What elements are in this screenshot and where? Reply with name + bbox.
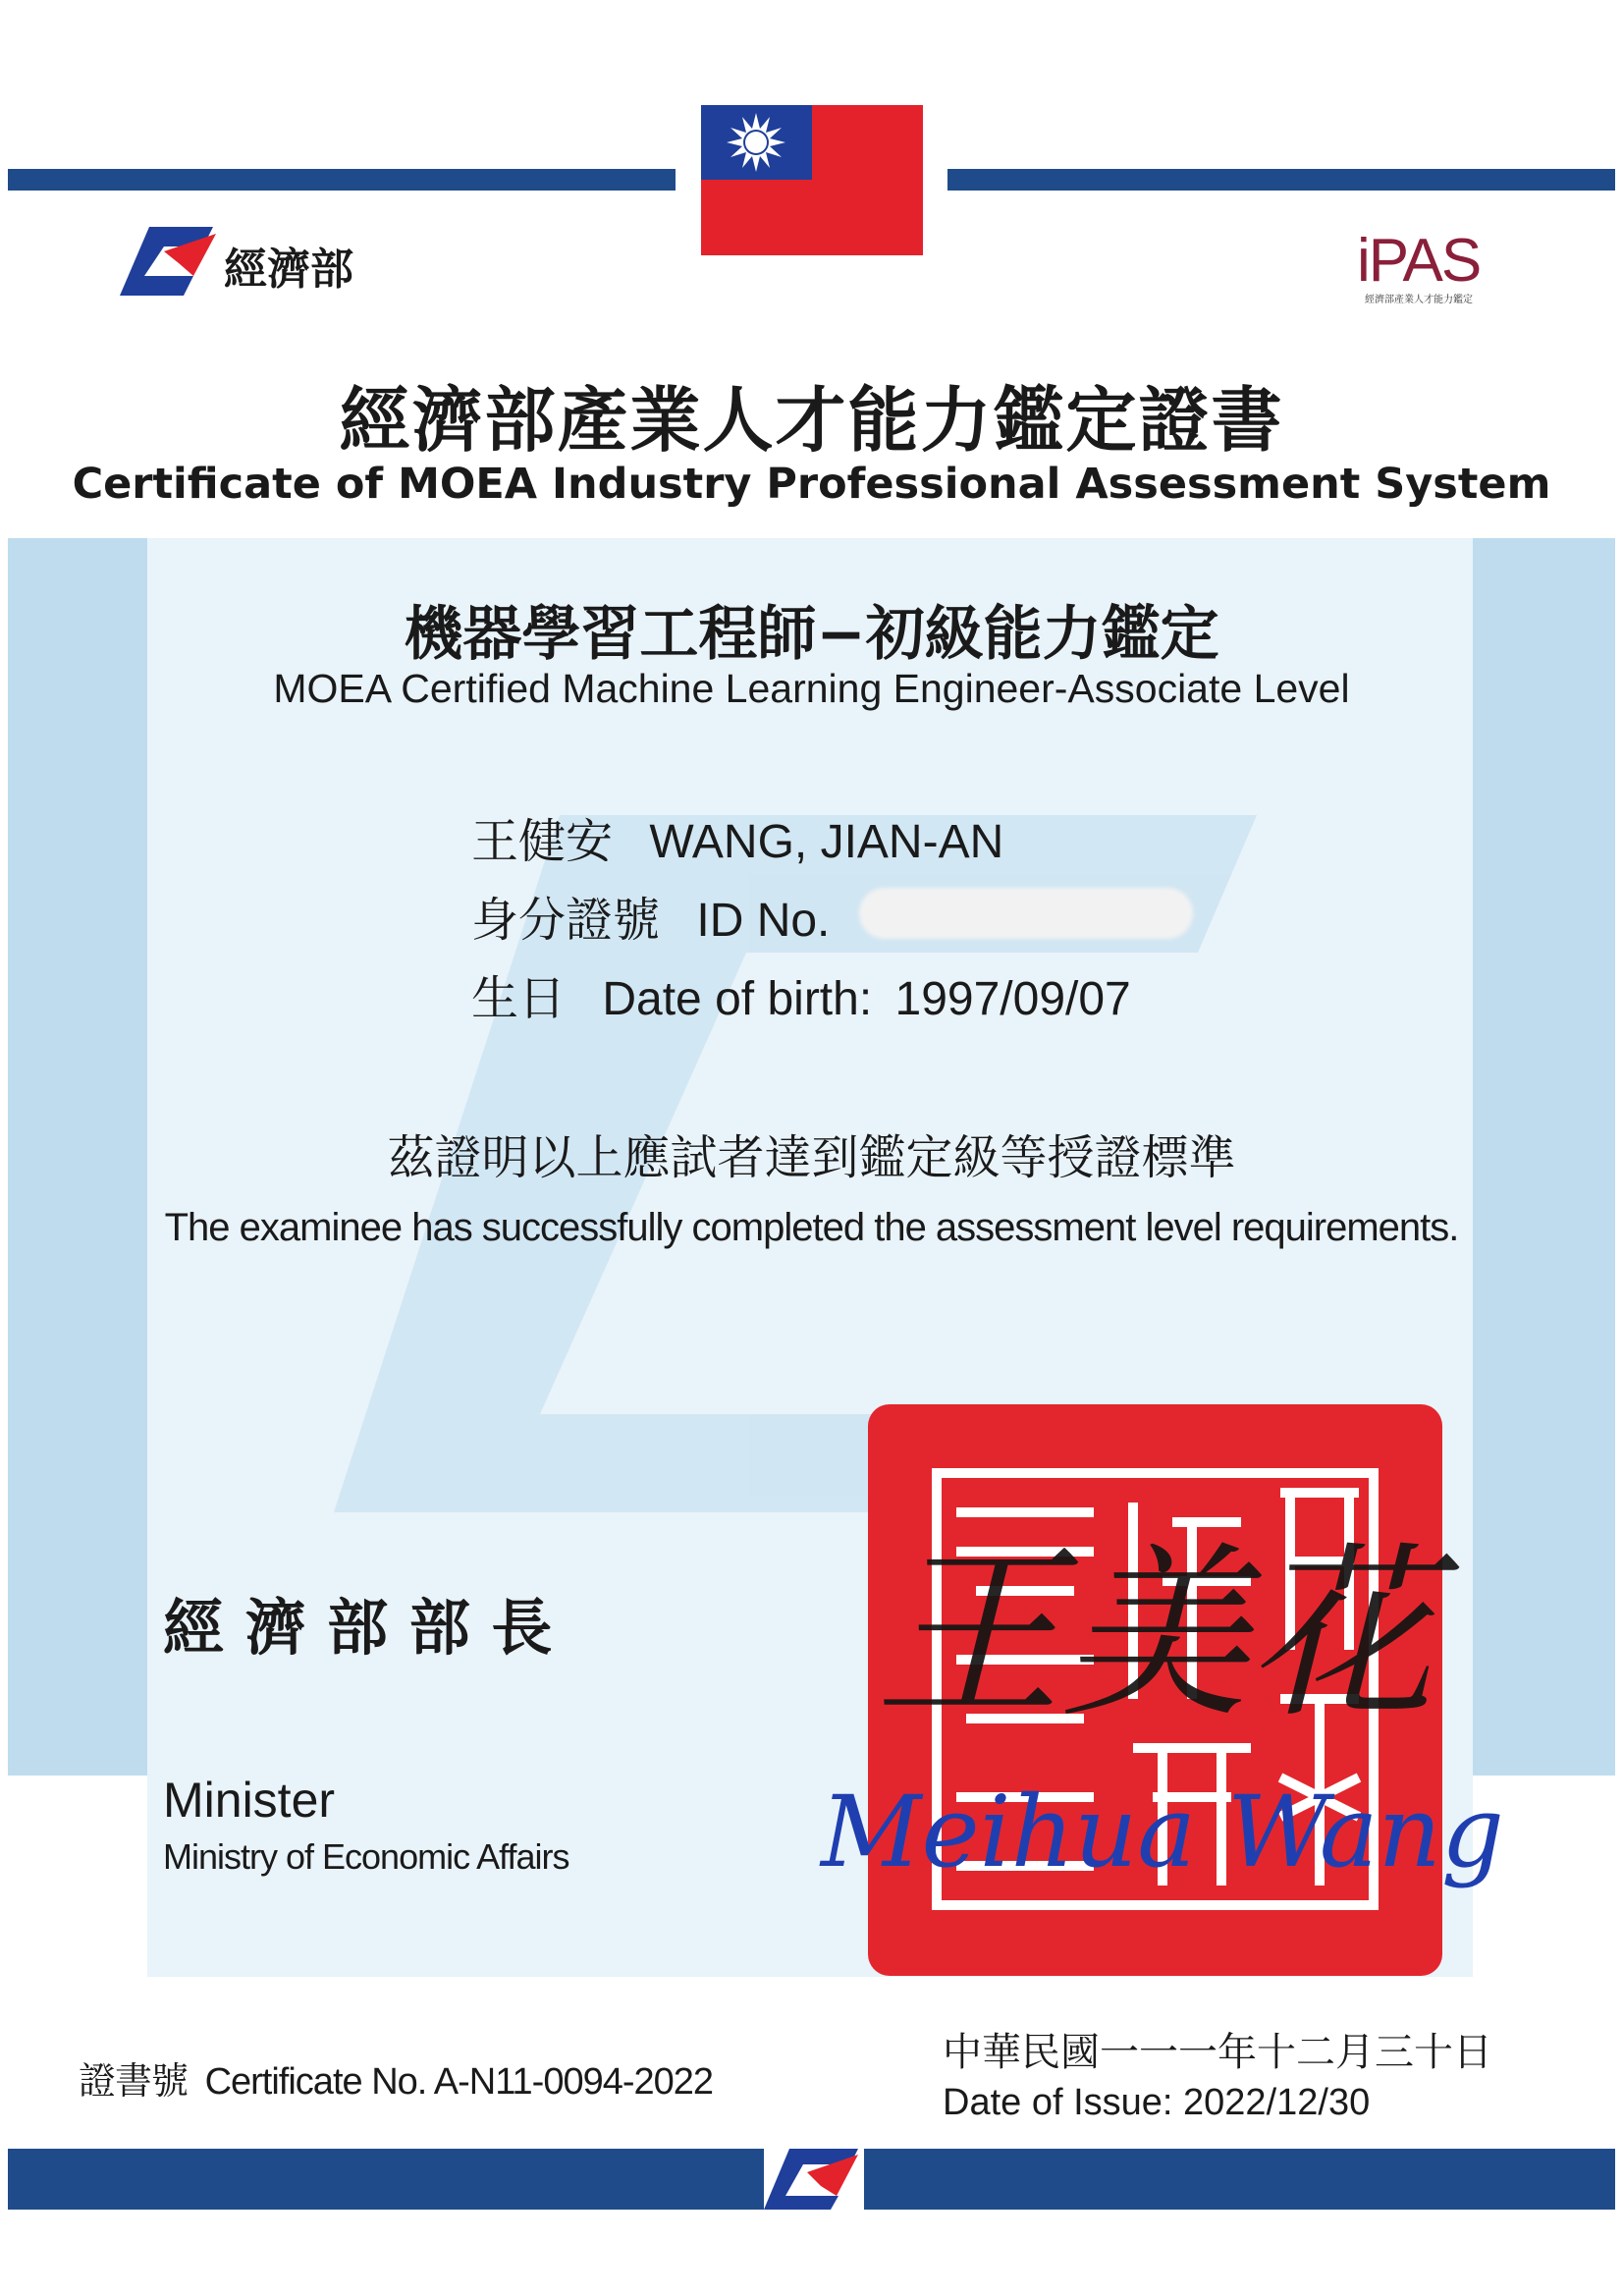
signatory-title-zh: 經 濟 部 部 長 bbox=[163, 1592, 553, 1664]
bottom-panel-white bbox=[8, 1776, 147, 2001]
holder-dob-row bbox=[471, 960, 1355, 1039]
bottom-bar-left bbox=[8, 2149, 764, 2210]
issue-date-zh: 中華民國一一一年十二月三十日 bbox=[943, 2030, 1492, 2075]
id-label-en: ID No. bbox=[696, 895, 831, 947]
dob-value: 1997/09/07 bbox=[894, 973, 1131, 1025]
holder-name-row bbox=[471, 803, 1355, 882]
id-label-zh: 身分證號 bbox=[471, 895, 661, 947]
top-bar-left bbox=[8, 169, 676, 191]
moea-logo-text: 經濟部 bbox=[224, 245, 353, 295]
taiwan-flag-icon bbox=[701, 105, 923, 255]
seal-signature-zh: 王美花 bbox=[874, 1526, 1435, 1743]
issue-date-label: Date of Issue: bbox=[943, 2082, 1173, 2123]
statement-en: The examinee has successfully completed the assessment level requirements. bbox=[164, 1206, 1459, 1249]
certification-name-en: MOEA Certified Machine Learning Engineer-Associate Level bbox=[273, 666, 1350, 711]
ipas-logo bbox=[1353, 226, 1510, 304]
statement-zh: 茲證明以上應試者達到鑑定級等授證標準 bbox=[387, 1130, 1236, 1185]
certificate-number bbox=[79, 2050, 713, 2105]
cert-no-label-zh: 證書號 bbox=[79, 2061, 189, 2103]
moea-emblem-icon bbox=[120, 222, 218, 301]
holder-id-row bbox=[471, 882, 1355, 960]
certification-name-zh: 機器學習工程師−初級能力鑑定 bbox=[404, 600, 1219, 669]
bottom-moea-emblem-icon bbox=[760, 2147, 868, 2212]
official-seal bbox=[821, 1404, 1504, 1976]
certificate-title-zh: 經濟部產業人才能力鑑定證書 bbox=[339, 379, 1284, 462]
cert-no-label-en: Certificate No. bbox=[204, 2061, 427, 2103]
holder-name-zh: 王健安 bbox=[471, 816, 614, 868]
issue-date-en bbox=[943, 2082, 1370, 2124]
signature-en: Meihua Wang bbox=[821, 1775, 1504, 1889]
certificate-title-en: Certificate of MOEA Industry Professional Assessment System bbox=[72, 460, 1551, 509]
id-redaction bbox=[859, 888, 1193, 939]
signatory-title-en: Minister bbox=[163, 1773, 336, 1828]
dob-label-en: Date of birth: bbox=[602, 973, 873, 1025]
cert-no-value: A-N11-0094-2022 bbox=[433, 2061, 714, 2103]
top-bar-right bbox=[947, 169, 1615, 191]
moea-logo bbox=[120, 222, 375, 301]
issue-date-value: 2022/12/30 bbox=[1183, 2082, 1371, 2123]
ipas-logo-text: iPAS bbox=[1357, 227, 1481, 295]
signatory-org-en: Ministry of Economic Affairs bbox=[163, 1836, 569, 1877]
dob-label-zh: 生日 bbox=[471, 973, 567, 1025]
ipas-logo-subtitle: 經濟部產業人才能力鑑定 bbox=[1365, 295, 1473, 305]
bottom-bar-right bbox=[864, 2149, 1615, 2210]
holder-name-en: WANG, JIAN-AN bbox=[649, 816, 1004, 868]
holder-info bbox=[471, 803, 1355, 1039]
